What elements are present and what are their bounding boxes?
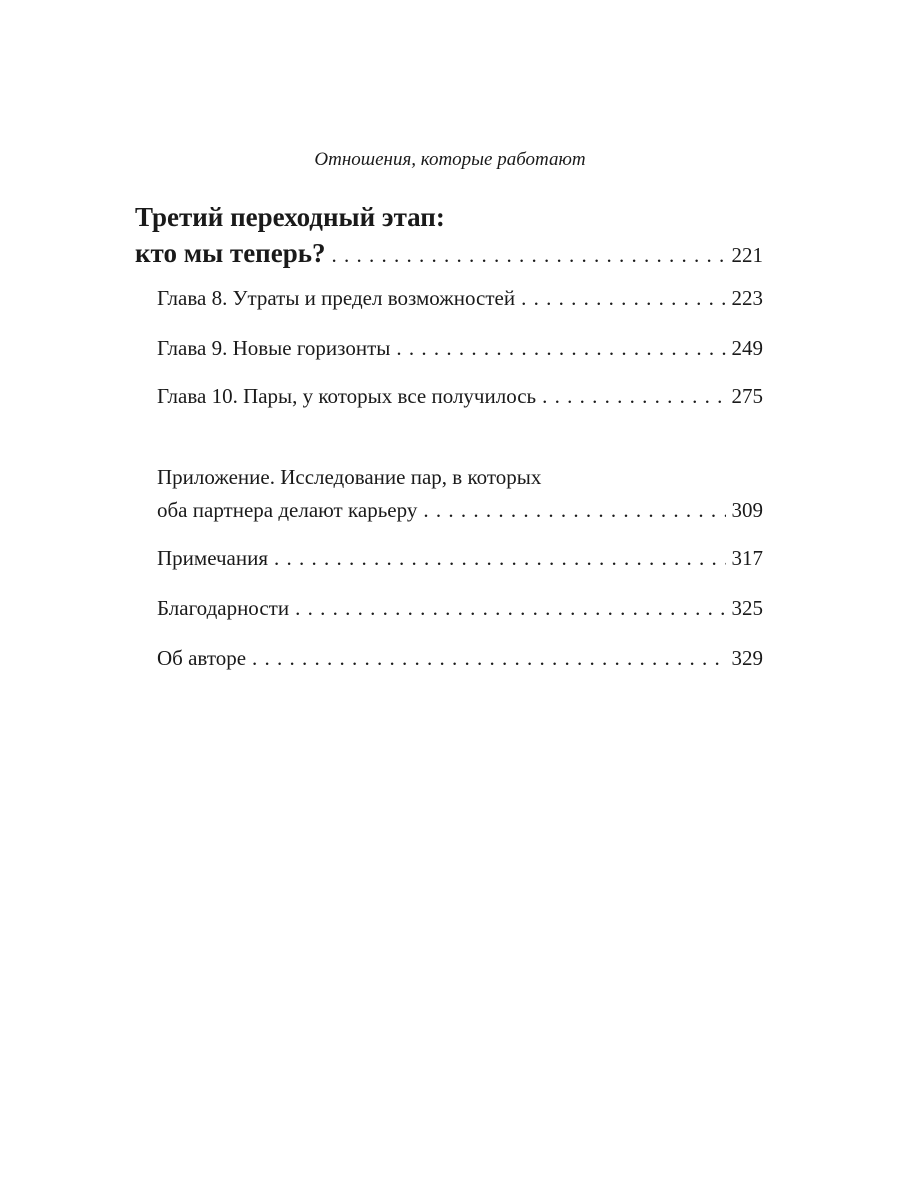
part-title-line-2: кто мы теперь? <box>135 238 326 268</box>
page-number: 221 <box>731 243 763 267</box>
page-number: 223 <box>731 286 763 310</box>
dot-leader <box>423 497 725 523</box>
appendix-title-line-2: оба партнера делают карьеру <box>157 498 418 522</box>
chapter-title: Глава 9. Новые горизонты <box>157 336 391 360</box>
toc-entry-appendix[interactable] <box>157 497 763 523</box>
running-head: Отношения, которые работают <box>314 149 586 170</box>
dot-leader <box>521 285 725 311</box>
page-number: 275 <box>731 384 763 408</box>
entry-title: Благодарности <box>157 596 290 620</box>
page-number: 329 <box>731 646 763 670</box>
chapter-title: Глава 8. Утраты и предел возможностей <box>157 286 516 310</box>
toc-entry-chapter-9[interactable] <box>157 335 763 361</box>
chapter-title: Глава 10. Пары, у которых все получилось <box>157 384 537 408</box>
appendix-title-line-1: Приложение. Исследование пар, в которых <box>157 465 542 489</box>
page-number: 309 <box>731 498 763 522</box>
toc-entry-notes[interactable] <box>157 545 763 571</box>
dot-leader <box>332 239 726 271</box>
dot-leader <box>252 645 725 671</box>
dot-leader <box>274 545 725 571</box>
page-number: 317 <box>731 546 763 570</box>
dot-leader <box>396 335 725 361</box>
page-number: 325 <box>731 596 763 620</box>
entry-title: Примечания <box>157 546 269 570</box>
toc-entry-chapter-8[interactable] <box>157 285 763 311</box>
entry-title: Об авторе <box>157 646 247 670</box>
toc-entry-about-author[interactable] <box>157 645 763 671</box>
dot-leader <box>295 595 725 621</box>
toc-entry-part[interactable] <box>135 237 763 271</box>
part-title-line-1: Третий переходный этап: <box>135 202 445 232</box>
toc-entry-chapter-10[interactable] <box>157 383 763 409</box>
page-number: 249 <box>731 336 763 360</box>
dot-leader <box>542 383 725 409</box>
toc-entry-acknowledgements[interactable] <box>157 595 763 621</box>
